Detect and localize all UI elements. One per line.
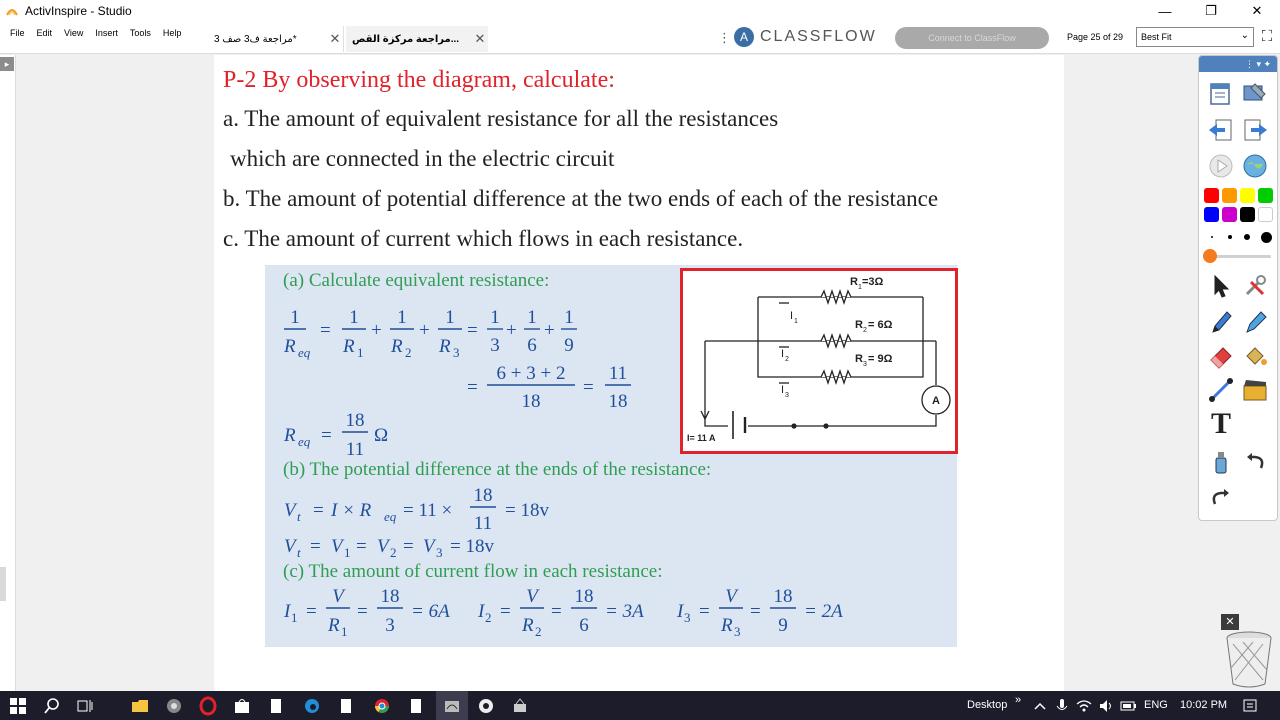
svg-text:=: = (306, 601, 317, 622)
wifi-icon[interactable] (1074, 696, 1094, 716)
equation-equivalent-resistance (283, 307, 577, 360)
question-b: b. The amount of potential difference at the two ends of each of the resistance (223, 186, 939, 211)
undo-icon[interactable] (1241, 448, 1269, 476)
pen-width-2[interactable] (1228, 235, 1232, 239)
document-icon[interactable] (336, 696, 356, 716)
equation-value: = 11 × (403, 500, 453, 521)
subscript: 1 (291, 610, 298, 625)
equation-sum (467, 363, 631, 412)
svg-text:=: = (750, 601, 761, 622)
desktop-toolbar-label[interactable]: Desktop (967, 699, 1008, 711)
trash-panel (1221, 614, 1275, 690)
subscript: 3 (436, 545, 443, 560)
fraction-denominator: 18 (608, 391, 628, 412)
minimize-button[interactable]: — (1158, 3, 1172, 19)
i3-symbol: I (781, 384, 785, 396)
classflow-icon: A (734, 27, 754, 47)
subscript: eq (298, 434, 311, 449)
language-indicator[interactable]: ENG (1144, 699, 1168, 711)
task-view-icon[interactable] (75, 696, 95, 716)
highlighter-icon[interactable] (1241, 308, 1269, 336)
subscript: 3 (684, 610, 691, 625)
fraction-numerator: 1 (564, 307, 574, 328)
classflow-logo (734, 27, 877, 47)
subscript: 2 (785, 356, 789, 363)
subscript: eq (298, 345, 311, 360)
fraction-numerator: 1 (445, 307, 455, 328)
tab-label: مراجعة ف3 صف 3* (214, 33, 297, 45)
volume-icon[interactable] (1096, 696, 1116, 716)
fraction-denominator: R (328, 615, 340, 636)
menu-bar (4, 22, 187, 44)
voltage-symbol: V (377, 536, 389, 557)
notifications-icon[interactable] (1240, 696, 1260, 716)
battery-icon[interactable] (1118, 696, 1138, 716)
tab-close-icon[interactable]: ✕ (329, 31, 341, 46)
equation-result: = 2A (804, 601, 843, 622)
activinspire-taskbar-icon[interactable] (442, 696, 462, 716)
trash-close-icon[interactable]: ✕ (1221, 614, 1239, 630)
fraction-denominator: 6 (579, 615, 589, 636)
equation-result: = 18v (505, 500, 549, 521)
browser-handle[interactable] (0, 567, 6, 601)
document-icon[interactable] (266, 696, 286, 716)
voltage-symbol: V (331, 536, 343, 557)
i2-symbol: I (781, 348, 785, 360)
fill-bucket-icon[interactable] (1241, 342, 1269, 370)
color-orange-swatch[interactable] (1222, 188, 1237, 203)
previous-page-icon[interactable] (1207, 116, 1235, 144)
flipchart-tab-1[interactable] (208, 26, 344, 52)
tab-close-icon[interactable]: ✕ (474, 31, 486, 46)
teamviewer-icon[interactable] (164, 696, 184, 716)
color-red-swatch[interactable] (1204, 188, 1219, 203)
trash-can-icon[interactable] (1223, 630, 1275, 690)
voltage-symbol: V (284, 500, 296, 521)
ohm-unit: Ω (374, 425, 389, 446)
globe-icon[interactable] (1241, 152, 1269, 180)
req-symbol: R (284, 425, 296, 446)
fraction-denominator: R (439, 336, 451, 357)
current-symbol: I (677, 601, 684, 622)
chevron-down-icon: ⌄ (1240, 30, 1249, 41)
opera-icon[interactable] (198, 696, 218, 716)
r3-value: = 9Ω (868, 353, 893, 365)
pen-icon[interactable] (1207, 308, 1235, 336)
subscript: 3 (734, 624, 741, 639)
fraction-numerator: 18 (345, 410, 365, 431)
windows-start-icon[interactable] (8, 696, 28, 716)
menu-help[interactable]: Help (162, 28, 182, 38)
pen-width-slider-knob[interactable] (1203, 249, 1217, 263)
fraction-numerator: 18 (773, 586, 793, 607)
subscript: 3 (785, 392, 789, 399)
pen-width-4[interactable] (1261, 232, 1272, 243)
classflow-text: CLASSFLOW (760, 28, 877, 45)
window-title: ActivInspire - Studio (25, 4, 132, 18)
pen-width-3[interactable] (1244, 234, 1250, 240)
subscript: t (297, 545, 301, 560)
color-blue-swatch[interactable] (1204, 207, 1219, 222)
zoom-select[interactable] (1136, 27, 1254, 47)
voltage-symbol: V (423, 536, 435, 557)
svg-text:=: = (320, 320, 331, 341)
menu-edit[interactable]: Edit (36, 28, 53, 38)
r3-symbol: R (855, 353, 863, 365)
r1-value: =3Ω (862, 276, 884, 288)
menu-tab-bar (0, 22, 1280, 54)
clock[interactable]: 10:02 PM (1180, 699, 1228, 711)
windows-taskbar (0, 691, 1280, 720)
eraser-icon[interactable] (1207, 342, 1235, 370)
fraction-denominator: 9 (564, 335, 574, 356)
activinspire-logo-icon (5, 4, 19, 18)
subscript: 2 (390, 545, 397, 560)
current-symbol: I (478, 601, 485, 622)
current-symbol: I (284, 601, 291, 622)
fraction-denominator: 11 (345, 439, 365, 460)
color-white-swatch[interactable] (1258, 207, 1273, 222)
network-app-icon[interactable] (510, 696, 530, 716)
fraction-numerator: 1 (490, 307, 500, 328)
fraction-numerator: 1 (527, 307, 537, 328)
question-a-line-2: which are connected in the electric circuit (230, 146, 615, 171)
document-icon[interactable] (406, 696, 426, 716)
svg-text:+: + (506, 320, 517, 341)
pen-width-slider[interactable] (1209, 255, 1271, 258)
fraction-denominator: 6 (527, 335, 537, 356)
next-page-icon[interactable] (1241, 116, 1269, 144)
recorder-icon[interactable] (476, 696, 496, 716)
fraction-denominator: 3 (385, 615, 395, 636)
svg-text:=: = (356, 536, 367, 557)
subscript: 1 (357, 345, 364, 360)
fraction-denominator: 3 (490, 335, 500, 356)
fraction-denominator: 9 (778, 615, 788, 636)
resource-browser-icon[interactable] (1241, 80, 1269, 108)
text-tool-icon[interactable]: T (1210, 407, 1231, 440)
fraction-numerator: V (332, 586, 344, 607)
subscript: 1 (344, 545, 351, 560)
close-button[interactable]: ✕ (1251, 3, 1263, 18)
svg-text:=: = (403, 536, 414, 557)
fraction-numerator: 18 (473, 485, 493, 506)
fullscreen-icon[interactable]: ⛶ (1261, 28, 1273, 45)
fraction-denominator: R (721, 615, 733, 636)
svg-text:=: = (467, 377, 478, 398)
equation-current-1 (283, 586, 450, 639)
restore-button[interactable]: ❐ (1205, 3, 1217, 18)
subscript: 2 (485, 610, 492, 625)
svg-text:=: = (313, 500, 324, 521)
browser-collapse-strip (0, 55, 16, 691)
toolbox-header[interactable]: ⋮ ▾ ✦ (1199, 56, 1277, 72)
color-green-swatch[interactable] (1258, 188, 1273, 203)
more-options-icon[interactable]: ⋮ (718, 30, 731, 45)
edge-icon[interactable] (302, 696, 322, 716)
chevron-up-icon[interactable] (1030, 696, 1050, 716)
r2-symbol: R (855, 319, 863, 331)
svg-text:=: = (321, 425, 332, 446)
chrome-icon[interactable] (372, 696, 392, 716)
svg-text:=: = (357, 601, 368, 622)
subscript: 3 (453, 345, 460, 360)
fraction-numerator: 6 + 3 + 2 (496, 363, 566, 384)
fraction-denominator: 18 (521, 391, 541, 412)
fraction-numerator: V (725, 586, 737, 607)
menu-tools[interactable]: Tools (129, 28, 151, 38)
junction-dot (823, 423, 828, 428)
spray-clear-icon[interactable] (1207, 448, 1235, 476)
current-times-req: I × R (331, 500, 372, 521)
main-menu-icon[interactable] (1207, 80, 1235, 108)
menu-insert[interactable]: Insert (95, 28, 118, 38)
subscript: 1 (858, 284, 862, 291)
equation-total-voltage (284, 485, 549, 534)
fraction-numerator: 18 (380, 586, 400, 607)
svg-text:=: = (551, 601, 562, 622)
fraction-numerator: 1 (290, 307, 300, 328)
equation-current-3 (676, 586, 843, 639)
subscript: 1 (341, 624, 348, 639)
equation-result: = 18v (450, 536, 494, 557)
tools-wrench-icon[interactable] (1241, 272, 1269, 300)
r1-symbol: R (850, 276, 858, 288)
play-icon[interactable] (1207, 152, 1235, 180)
menu-file[interactable]: File (10, 28, 25, 38)
main-toolbox (1198, 55, 1278, 521)
fraction-denominator: R (343, 336, 355, 357)
equation-parallel-voltage (284, 536, 494, 560)
junction-dot (791, 423, 796, 428)
subscript: 2 (863, 327, 867, 334)
toolbar-chevron[interactable]: » (1015, 694, 1022, 706)
subscript: 1 (794, 318, 798, 325)
search-icon[interactable] (42, 696, 62, 716)
circuit-schematic (683, 271, 955, 451)
solution-heading-a: (a) Calculate equivalent resistance: (283, 270, 550, 291)
fraction-numerator: V (526, 586, 538, 607)
svg-text:+: + (371, 320, 382, 341)
fraction-denominator: R (391, 336, 403, 357)
svg-text:=: = (467, 320, 478, 341)
page-heading: P-2 By observing the diagram, calculate: (223, 67, 615, 93)
question-c: c. The amount of current which flows in each resistance. (223, 226, 744, 251)
color-black-swatch[interactable] (1240, 207, 1255, 222)
r2-value: = 6Ω (868, 319, 893, 331)
i1-symbol: I (790, 310, 794, 322)
flipchart-tab-2[interactable] (346, 26, 488, 52)
pen-width-1[interactable] (1211, 236, 1213, 238)
svg-text:+: + (544, 320, 555, 341)
fraction-numerator: 11 (608, 363, 628, 384)
fraction-numerator: 18 (574, 586, 594, 607)
equation-result: = 3A (605, 601, 644, 622)
fraction-numerator: 1 (349, 307, 359, 328)
svg-text:+: + (419, 320, 430, 341)
connector-line-icon[interactable] (1207, 376, 1235, 404)
fraction-denominator: 11 (473, 513, 493, 534)
svg-text:=: = (583, 377, 594, 398)
menu-view[interactable]: View (64, 28, 84, 38)
subscript: t (297, 509, 301, 524)
fraction-denominator: R (284, 336, 296, 357)
store-icon[interactable] (232, 696, 252, 716)
page-counter: Page 25 of 29 (1067, 32, 1124, 42)
solution-heading-c: (c) The amount of current flow in each resistance: (283, 561, 663, 582)
clapperboard-icon[interactable] (1241, 376, 1269, 404)
tab-label: مراجعة مركزة القص... (352, 33, 460, 45)
redo-icon[interactable] (1207, 484, 1235, 512)
color-yellow-swatch[interactable] (1240, 188, 1255, 203)
circuit-diagram (680, 268, 958, 454)
svg-text:=: = (699, 601, 710, 622)
subscript: 2 (535, 624, 542, 639)
subscript: eq (384, 509, 397, 524)
fraction-denominator: R (522, 615, 534, 636)
classflow-connect-button[interactable]: Connect to ClassFlow (895, 27, 1049, 49)
microphone-icon[interactable] (1052, 696, 1072, 716)
subscript: 3 (863, 361, 867, 368)
equation-current-2 (477, 586, 644, 639)
select-arrow-icon[interactable] (1207, 272, 1235, 300)
zoom-value: Best Fit (1141, 32, 1172, 42)
subscript: 2 (405, 345, 412, 360)
solution-heading-b: (b) The potential difference at the ends of the resistance: (283, 459, 712, 480)
total-current-label: I= 11 A (687, 433, 716, 443)
equation-req-result (283, 410, 388, 460)
ammeter-label: A (932, 395, 940, 407)
file-explorer-icon[interactable] (130, 696, 150, 716)
svg-text:=: = (310, 536, 321, 557)
question-a-line-1: a. The amount of equivalent resistance for all the resistances (223, 106, 779, 131)
svg-text:=: = (500, 601, 511, 622)
fraction-numerator: 1 (397, 307, 407, 328)
expand-browser-icon[interactable]: ▸ (0, 57, 14, 71)
color-purple-swatch[interactable] (1222, 207, 1237, 222)
equation-result: = 6A (411, 601, 450, 622)
voltage-symbol: V (284, 536, 296, 557)
title-bar (0, 0, 1280, 22)
